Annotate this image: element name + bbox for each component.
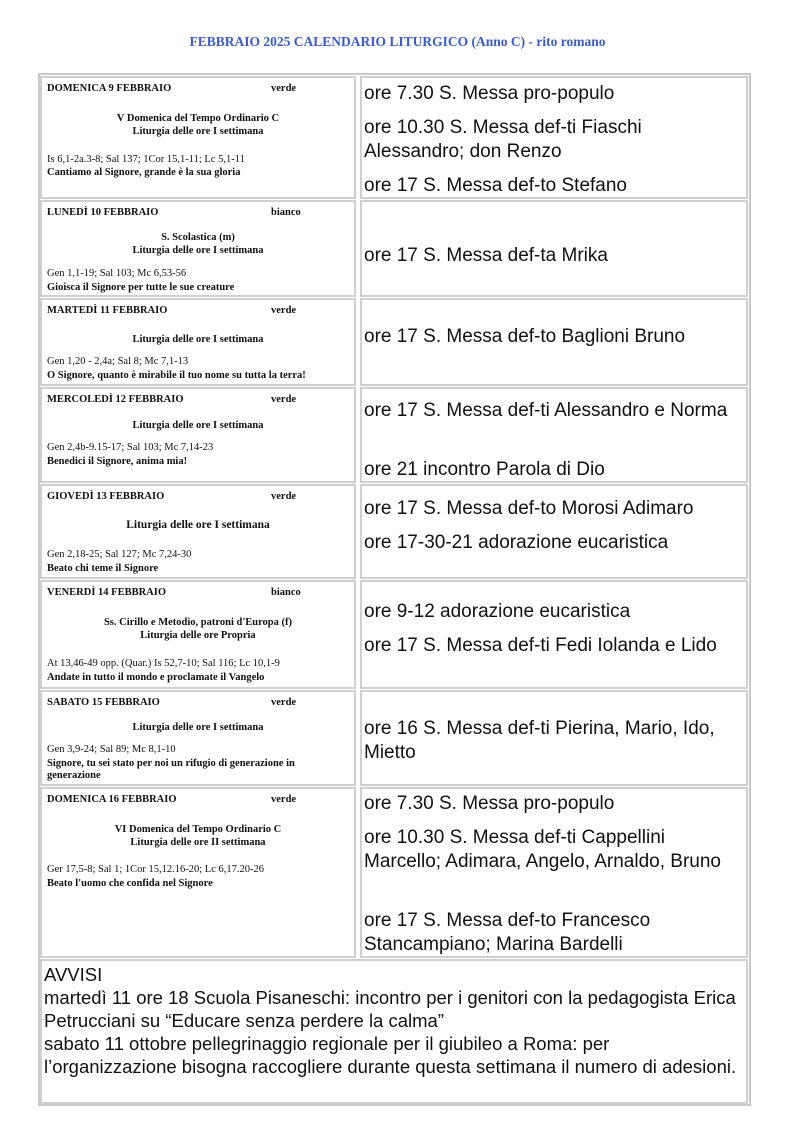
liturgical-color: verde (271, 394, 297, 405)
hours: Liturgia delle ore II settimana (130, 837, 266, 848)
event: ore 7.30 S. Messa pro-populo (364, 793, 615, 814)
liturgy-cell (40, 298, 356, 386)
page-title: FEBBRAIO 2025 CALENDARIO LITURGICO (Anno C) - rito romano (189, 34, 606, 49)
events-cell (360, 484, 748, 579)
liturgical-color: verde (271, 491, 297, 502)
events-cell (360, 76, 748, 199)
day-label: SABATO 15 FEBBRAIO (47, 697, 160, 708)
event: ore 9-12 adorazione eucaristica (364, 601, 631, 622)
day-row (40, 580, 748, 689)
day-label: DOMENICA 16 FEBBRAIO (47, 794, 177, 805)
day-row (40, 298, 748, 386)
hours: Liturgia delle ore I settimana (132, 722, 264, 733)
liturgical-color: verde (271, 697, 297, 708)
hours: Liturgia delle ore Propria (140, 630, 256, 641)
events-cell (360, 787, 748, 958)
day-row (40, 690, 748, 786)
notice-item: sabato 11 ottobre pellegrinaggio regionale per il giubileo a Roma: per l’organizzazione bisogna raccogliere durante questa settimana il numero di adesioni. (44, 1033, 737, 1077)
events-cell (360, 580, 748, 689)
event: ore 17 S. Messa def-to Francesco Stancampiano; Marina Bardelli (364, 910, 651, 955)
celebration: S. Scolastica (m) (161, 232, 235, 243)
event: ore 17 S. Messa def-to Morosi Adimaro (364, 498, 694, 519)
psalm-response: Andate in tutto il mondo e proclamate il Vangelo (47, 672, 265, 683)
day-row (40, 76, 748, 199)
readings: Gen 1,20 - 2,4a; Sal 8; Mc 7,1-13 (47, 356, 189, 367)
day-label: LUNEDÌ 10 FEBBRAIO (47, 207, 159, 218)
event: ore 17 S. Messa def-ti Fedi Iolanda e Lido (364, 635, 717, 656)
hours: Liturgia delle ore I settimana (126, 519, 270, 531)
day-label: GIOVEDÌ 13 FEBBRAIO (47, 491, 165, 502)
readings: At 13,46-49 opp. (Quar.) Is 52,7-10; Sal 116; Lc 10,1-9 (47, 658, 280, 669)
event: ore 17 S. Messa def-ta Mrika (364, 245, 608, 266)
hours: Liturgia delle ore I settimana (132, 126, 264, 137)
event: ore 17 S. Messa def-ti Alessandro e Norma (364, 400, 728, 421)
liturgy-cell (40, 76, 356, 199)
readings: Gen 1,1-19; Sal 103; Mc 6,53-56 (47, 268, 187, 279)
notices-heading: AVVISI (44, 964, 103, 985)
celebration: VI Domenica del Tempo Ordinario C (114, 824, 282, 835)
event: ore 17 S. Messa def-to Baglioni Bruno (364, 326, 686, 347)
psalm-response: Cantiamo al Signore, grande è la sua gloria (47, 167, 241, 178)
liturgy-cell (40, 484, 356, 579)
liturgy-cell (40, 690, 356, 786)
liturgical-color: verde (271, 794, 297, 805)
events-cell (360, 298, 748, 386)
liturgy-cell (40, 787, 356, 958)
day-label: VENERDÌ 14 FEBBRAIO (47, 587, 167, 598)
day-row (40, 787, 748, 958)
readings: Ger 17,5-8; Sal 1; 1Cor 15,12.16-20; Lc 6,17.20-26 (47, 864, 264, 875)
psalm-response: Beato l'uomo che confida nel Signore (47, 878, 213, 889)
notices-box (40, 959, 748, 1104)
day-row (40, 200, 748, 297)
readings: Is 6,1-2a.3-8; Sal 137; 1Cor 15,1-11; Lc 5,1-11 (47, 154, 245, 165)
day-label: MARTEDÌ 11 FEBBRAIO (47, 305, 168, 316)
event: ore 21 incontro Parola di Dio (364, 459, 605, 480)
hours: Liturgia delle ore I settimana (132, 420, 264, 431)
notice-item: martedì 11 ore 18 Scuola Pisaneschi: incontro per i genitori con la pedagogista Erica Petrucciani su “Educare senza perdere la calma” (44, 987, 736, 1031)
hours: Liturgia delle ore I settimana (132, 245, 264, 256)
day-row (40, 387, 748, 483)
celebration: V Domenica del Tempo Ordinario C (116, 113, 280, 124)
liturgy-cell (40, 580, 356, 689)
event: ore 17-30-21 adorazione eucaristica (364, 532, 669, 553)
event: ore 17 S. Messa def-to Stefano (364, 175, 627, 196)
day-label: DOMENICA 9 FEBBRAIO (47, 83, 172, 94)
psalm-response: Benedici il Signore, anima mia! (47, 456, 188, 467)
liturgical-color: bianco (271, 207, 301, 218)
event: ore 10.30 S. Messa def-ti Fiaschi Alessandro; don Renzo (364, 117, 642, 162)
readings: Gen 2,4b-9.15-17; Sal 103; Mc 7,14-23 (47, 442, 214, 453)
liturgy-cell (40, 200, 356, 297)
hours: Liturgia delle ore I settimana (132, 334, 264, 345)
day-label: MERCOLEDÌ 12 FEBBRAIO (47, 394, 184, 405)
liturgical-color: verde (271, 83, 297, 94)
event: ore 7.30 S. Messa pro-populo (364, 83, 615, 104)
celebration: Ss. Cirillo e Metodio, patroni d'Europa (f) (103, 617, 293, 628)
psalm-response: Beato chi teme il Signore (47, 563, 159, 574)
liturgical-color: bianco (271, 587, 301, 598)
event: ore 10.30 S. Messa def-ti Cappellini Marcello; Adimara, Angelo, Arnaldo, Bruno (364, 827, 721, 872)
readings: Gen 3,9-24; Sal 89; Mc 8,1-10 (47, 744, 176, 755)
psalm-response: O Signore, quanto è mirabile il tuo nome su tutta la terra! (47, 370, 306, 381)
events-cell (360, 387, 748, 483)
events-cell (360, 200, 748, 297)
liturgical-color: verde (271, 305, 297, 316)
readings: Gen 2,18-25; Sal 127; Mc 7,24-30 (47, 549, 192, 560)
day-row (40, 484, 748, 579)
events-cell (360, 690, 748, 786)
liturgy-cell (40, 387, 356, 483)
event: ore 16 S. Messa def-ti Pierina, Mario, Ido, Mietto (364, 718, 715, 763)
psalm-response: Gioisca il Signore per tutte le sue creature (47, 282, 235, 293)
psalm-response: Signore, tu sei stato per noi un rifugio di generazione in generazione (47, 758, 295, 781)
